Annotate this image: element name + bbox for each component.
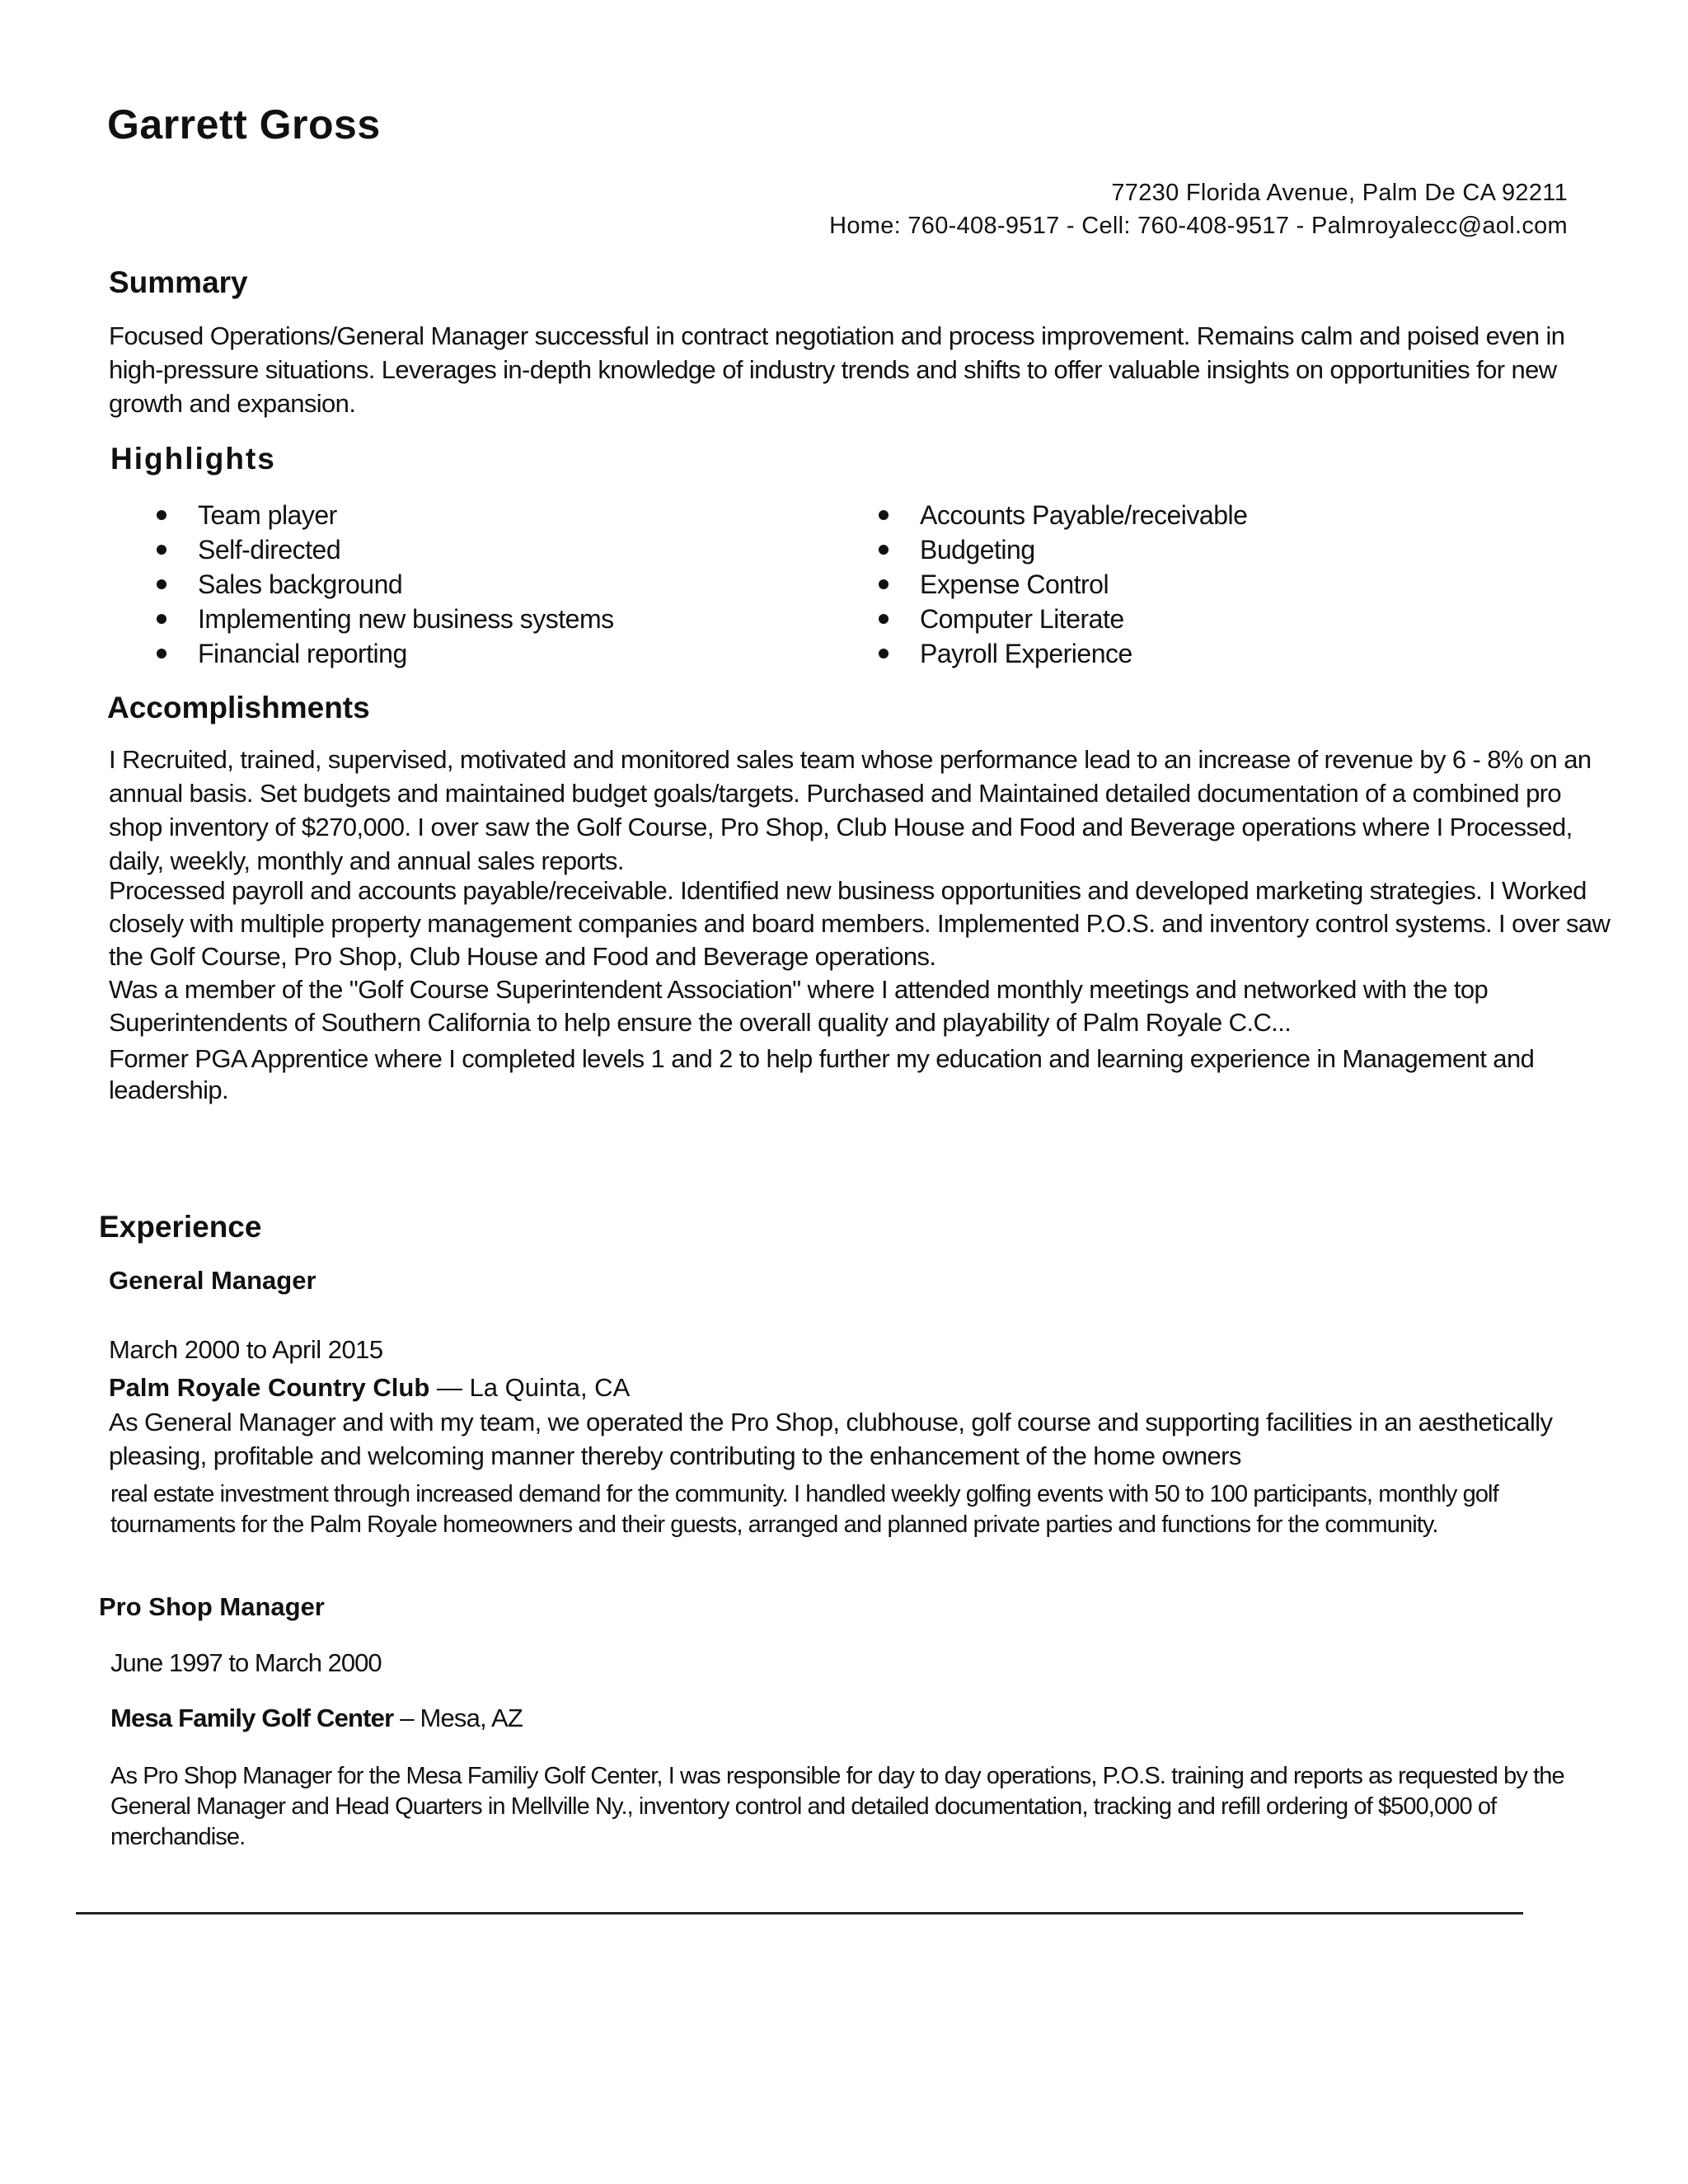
contact-line: Home: 760-408-9517 - Cell: 760-408-9517 - Palmroyalecc@aol.com xyxy=(829,213,1568,239)
summary-heading: Summary xyxy=(109,265,248,299)
job-description: As Pro Shop Manager for the Mesa Familiy Golf Center, I was responsible for day to day operations, P.O.S. training and reports as requested by the General Manager and Head Quarters in Mellville Ny., inventory control and detailed documentation, tracking and refill ordering of $500,000 of merchandise. xyxy=(110,1763,1564,1850)
list-item: Sales background xyxy=(157,567,614,602)
job-description-continued: real estate investment through increased demand for the community. I handled weekly golfing events with 50 to 100 participants, monthly golf tournaments for the Palm Royale homeowners and their guests, arranged and planned private parties and functions for the community. xyxy=(110,1481,1498,1538)
list-item: Computer Literate xyxy=(879,602,1247,636)
highlights-heading: Highlights xyxy=(110,442,276,476)
candidate-name: Garrett Gross xyxy=(107,101,381,148)
job-dates: March 2000 to April 2015 xyxy=(109,1335,383,1364)
employer-name: Mesa Family Golf Center xyxy=(110,1704,394,1732)
list-item: Team player xyxy=(157,498,614,532)
bullet-icon xyxy=(157,614,166,624)
job-title: General Manager xyxy=(109,1266,316,1295)
accomplishments-paragraph-3: Was a member of the "Golf Course Superintendent Association" where I attended monthly meetings and networked with the top Superintendents of Southern California to help ensure the overall quality and playability of Palm Royale C.C... xyxy=(109,975,1489,1037)
list-item: Accounts Payable/receivable xyxy=(879,498,1247,532)
accomplishments-heading: Accomplishments xyxy=(107,691,370,724)
job-description: As General Manager and with my team, we operated the Pro Shop, clubhouse, golf course and supporting facilities in an aesthetically pleasing, profitable and welcoming manner thereby contributing to the enhancement of the home owners xyxy=(109,1408,1553,1470)
employer-separator: — xyxy=(429,1373,470,1402)
list-item: Payroll Experience xyxy=(879,636,1247,671)
list-item: Implementing new business systems xyxy=(157,602,614,636)
highlights-right-list xyxy=(879,498,1247,671)
employer-location: La Quinta, CA xyxy=(469,1373,631,1402)
bullet-icon xyxy=(157,649,166,658)
bullet-icon xyxy=(879,510,889,520)
job-title: Pro Shop Manager xyxy=(99,1592,325,1621)
job-dates: June 1997 to March 2000 xyxy=(110,1648,382,1677)
experience-heading: Experience xyxy=(99,1210,262,1244)
bullet-icon xyxy=(879,545,889,555)
list-item: Financial reporting xyxy=(157,636,614,671)
accomplishments-paragraph-2: Processed payroll and accounts payable/receivable. Identified new business opportunities and developed marketing strategies. I Worked closely with multiple property management companies and board members. Implemented P.O.S. and inventory control systems. I over saw the Golf Course, Pro Shop, Club House and Food and Beverage operations. xyxy=(109,876,1611,971)
address-line: 77230 Florida Avenue, Palm De CA 92211 xyxy=(1111,180,1568,206)
bullet-icon xyxy=(879,579,889,589)
highlights-left-list xyxy=(157,498,614,671)
employer-line xyxy=(110,1704,523,1733)
employer-separator: – xyxy=(393,1704,420,1732)
accomplishments-paragraph-4: Former PGA Apprentice where I completed levels 1 and 2 to help further my education and learning experience in Management and leadership. xyxy=(109,1044,1535,1104)
employer-line xyxy=(109,1373,630,1403)
bullet-icon xyxy=(157,545,166,555)
bullet-icon xyxy=(879,614,889,624)
bullet-icon xyxy=(879,649,889,658)
employer-location: Mesa, AZ xyxy=(420,1704,523,1732)
list-item: Budgeting xyxy=(879,532,1247,567)
employer-name: Palm Royale Country Club xyxy=(109,1373,430,1402)
list-item: Expense Control xyxy=(879,567,1247,602)
accomplishments-paragraph-1: I Recruited, trained, supervised, motivated and monitored sales team whose performance lead to an increase of revenue by 6 - 8% on an annual basis. Set budgets and maintained budget goals/targets. Purchased and Maintained detailed documentation of a combined pro shop inventory of $270,000. I over saw the Golf Course, Pro Shop, Club House and Food and Beverage operations where I Processed, daily, weekly, monthly and annual sales reports. xyxy=(109,745,1592,875)
bullet-icon xyxy=(157,579,166,589)
summary-text: Focused Operations/General Manager successful in contract negotiation and process improvement. Remains calm and poised even in high-pressure situations. Leverages in-depth knowledge of industry trends and shifts to offer valuable insights on opportunities for new growth and expansion. xyxy=(109,321,1565,418)
bullet-icon xyxy=(157,510,166,520)
footer-divider xyxy=(76,1912,1523,1915)
list-item: Self-directed xyxy=(157,532,614,567)
